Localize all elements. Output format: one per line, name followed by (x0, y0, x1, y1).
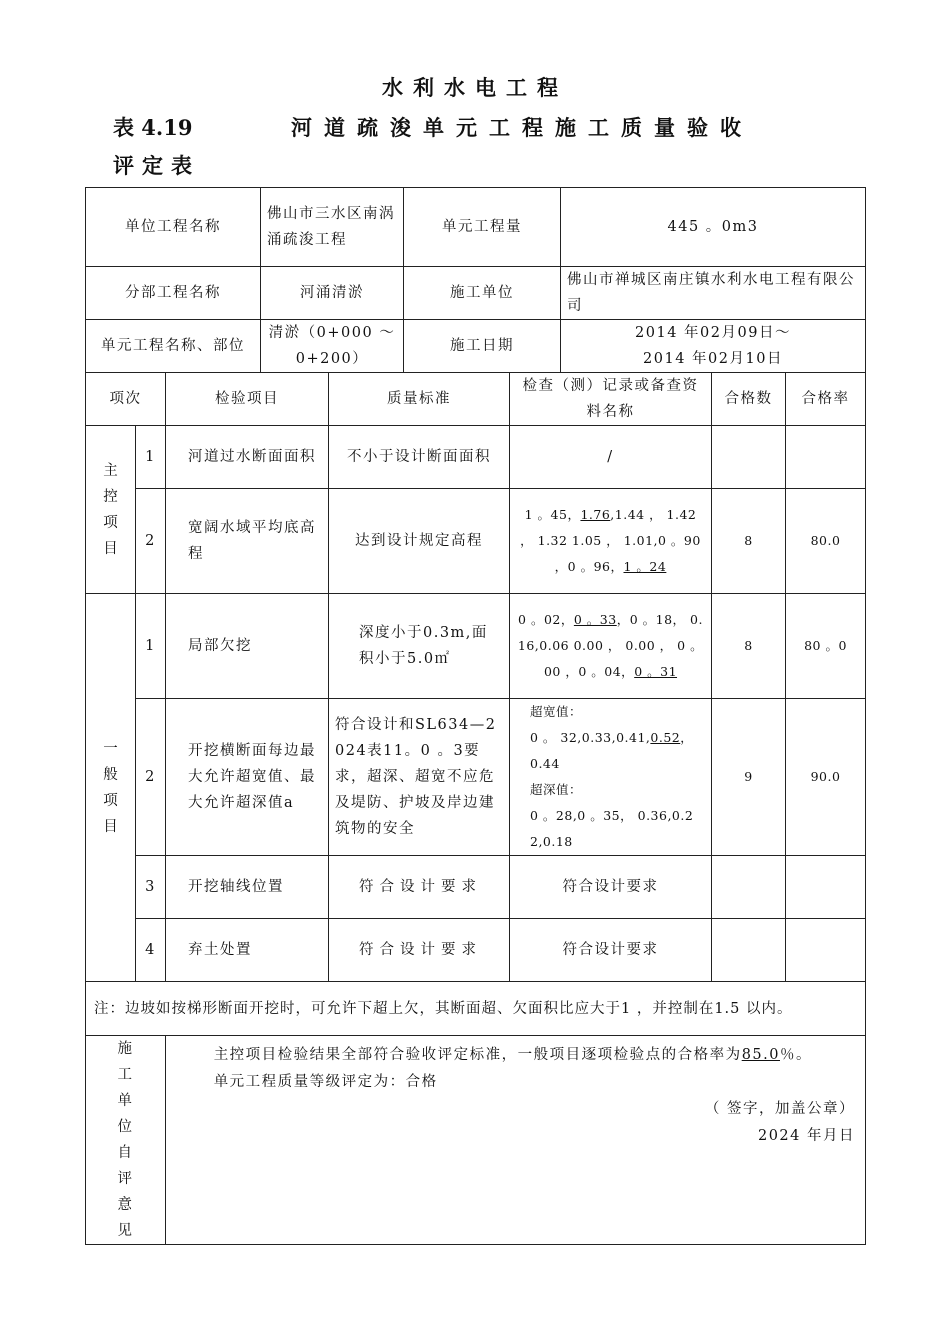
element-quantity-label: 单元工程量 (404, 188, 561, 267)
opinion-label-cell (86, 1036, 166, 1245)
date-start: 2014 年02月09日～ (635, 325, 791, 341)
row-rate (786, 426, 866, 489)
record-highlight: 0.52 (650, 730, 681, 745)
record-line (530, 725, 705, 777)
record-part: 0 。 32,0.33,0.41, (530, 730, 651, 745)
row-record: 符合设计要求 (510, 919, 712, 982)
row-count: 8 (712, 594, 786, 699)
row-count (712, 426, 786, 489)
element-quantity-value: 445 。0m3 (561, 188, 866, 267)
date-label: 施工日期 (404, 320, 561, 373)
table-title-cont: 评定表 (113, 153, 200, 178)
contractor-value: 佛山市禅城区南庄镇水利水电工程有限公司 (561, 267, 866, 320)
row-record (510, 699, 712, 856)
check-table-wrap (85, 372, 866, 1245)
doc-heading: 水利水电工程 (382, 75, 568, 100)
record-part: ,1.44 ， 1.42 ， 1.32 1.05 ， 1.01,0 。90 ，0 。96， (520, 507, 701, 574)
row-no: 2 (136, 489, 166, 594)
opinion-label: 施工单位自评意见 (117, 1041, 134, 1239)
row-standard: 不小于设计断面面积 (329, 426, 510, 489)
contractor-label: 施工单位 (404, 267, 561, 320)
record-part: 0 。02， (518, 612, 574, 627)
date-value (561, 320, 866, 373)
col-check-item: 检验项目 (166, 373, 329, 426)
row-no: 2 (136, 699, 166, 856)
record-line: 超深值： (530, 782, 583, 797)
row-count: 9 (712, 699, 786, 856)
row-record (510, 489, 712, 594)
table-row (86, 426, 866, 489)
opinion-row (86, 1036, 866, 1245)
opinion-rate: 85.0 (741, 1047, 780, 1063)
record-line: 0 。28,0 。35， 0.36,0.22,0.18 (530, 808, 694, 849)
row-record: / (510, 426, 712, 489)
row-standard: 符合设计和SL634—2024表11。0 。3要求，超深、超宽不应危及堤防、护坡及岸边建筑物的安全 (329, 699, 510, 856)
row-item: 宽阔水域平均底高程 (166, 489, 329, 594)
row-rate: 90.0 (786, 699, 866, 856)
row-item: 河道过水断面面积 (166, 426, 329, 489)
table-row (86, 856, 866, 919)
opinion-body (166, 1036, 866, 1245)
record-part: ，0 。18， 0.16,0.06 0.00 ， 0.00 ， 0 。00 ，0 。04， (517, 612, 704, 679)
column-header-row (86, 373, 866, 426)
row-no: 4 (136, 919, 166, 982)
opinion-date: 2024 年月日 (757, 1128, 855, 1144)
unit-project-label: 单位工程名称 (86, 188, 261, 267)
col-standard: 质量标准 (329, 373, 510, 426)
row-count: 8 (712, 489, 786, 594)
note-row (86, 982, 866, 1036)
record-line: 超宽值： (530, 704, 583, 719)
division-label: 分部工程名称 (86, 267, 261, 320)
opinion-text: ％。 (779, 1047, 812, 1063)
element-name-value: 清淤（0+000 ～0+200） (261, 320, 404, 373)
row-standard: 达到设计规定高程 (329, 489, 510, 594)
col-item-no: 项次 (86, 373, 166, 426)
col-record: 检查（测）记录或备查资料名称 (510, 373, 712, 426)
record-highlight: 1 。24 (623, 559, 667, 574)
general-label: 一般项目 (103, 740, 120, 835)
opinion-sign: （ 签字，加盖公章） (704, 1101, 855, 1117)
row-count (712, 919, 786, 982)
row-record (510, 594, 712, 699)
row-no: 1 (136, 426, 166, 489)
element-name-label: 单元工程名称、部位 (86, 320, 261, 373)
col-pass-count: 合格数 (712, 373, 786, 426)
row-no: 1 (136, 594, 166, 699)
row-standard: 深度小于0.3m,面积小于5.0㎡ (329, 594, 510, 699)
table-row (86, 699, 866, 856)
record-highlight: 0 。31 (634, 664, 678, 679)
row-rate: 80.0 (786, 489, 866, 594)
note-text: 注：边坡如按梯形断面开挖时，可允许下超上欠，其断面超、欠面积比应大于1 ，并控制在1.5 以内。 (86, 982, 866, 1036)
table-row (86, 489, 866, 594)
row-record: 符合设计要求 (510, 856, 712, 919)
opinion-text: 主控项目检验结果全部符合验收评定标准，一般项目逐项检验点的合格率为 (213, 1047, 742, 1063)
row-standard: 符合设计要求 (329, 919, 510, 982)
table-title: 河道疏浚单元工程施工质量验收 (291, 115, 753, 140)
row-rate (786, 919, 866, 982)
record-highlight: 0 。33 (573, 612, 617, 627)
table-row (86, 919, 866, 982)
row-no: 3 (136, 856, 166, 919)
row-item: 局部欠挖 (166, 594, 329, 699)
check-table (85, 372, 866, 1245)
table-number: 表 4.19 (113, 115, 193, 140)
main-control-label: 主控项目 (103, 462, 120, 557)
row-standard: 符合设计要求 (329, 856, 510, 919)
row-item: 弃土处置 (166, 919, 329, 982)
row-item: 开挖轴线位置 (166, 856, 329, 919)
record-part: ，0.44 (530, 730, 694, 771)
row-count (712, 856, 786, 919)
row-rate: 80 。0 (786, 594, 866, 699)
info-table (85, 187, 866, 373)
unit-project-value: 佛山市三水区南涡涌疏浚工程 (261, 188, 404, 267)
record-part: 1 。45， (524, 507, 581, 522)
main-control-group (86, 426, 136, 594)
opinion-grade: 单元工程质量等级评定为：合格 (213, 1074, 438, 1090)
record-highlight: 1.76 (580, 507, 611, 522)
general-group (86, 594, 136, 982)
table-row (86, 594, 866, 699)
opinion-paragraph (176, 1042, 855, 1069)
col-pass-rate: 合格率 (786, 373, 866, 426)
info-table-wrap (85, 187, 866, 373)
row-rate (786, 856, 866, 919)
division-value: 河涌清淤 (261, 267, 404, 320)
row-item: 开挖横断面每边最大允许超宽值、最大允许超深值a (166, 699, 329, 856)
date-end: 2014 年02月10日 (643, 351, 783, 367)
